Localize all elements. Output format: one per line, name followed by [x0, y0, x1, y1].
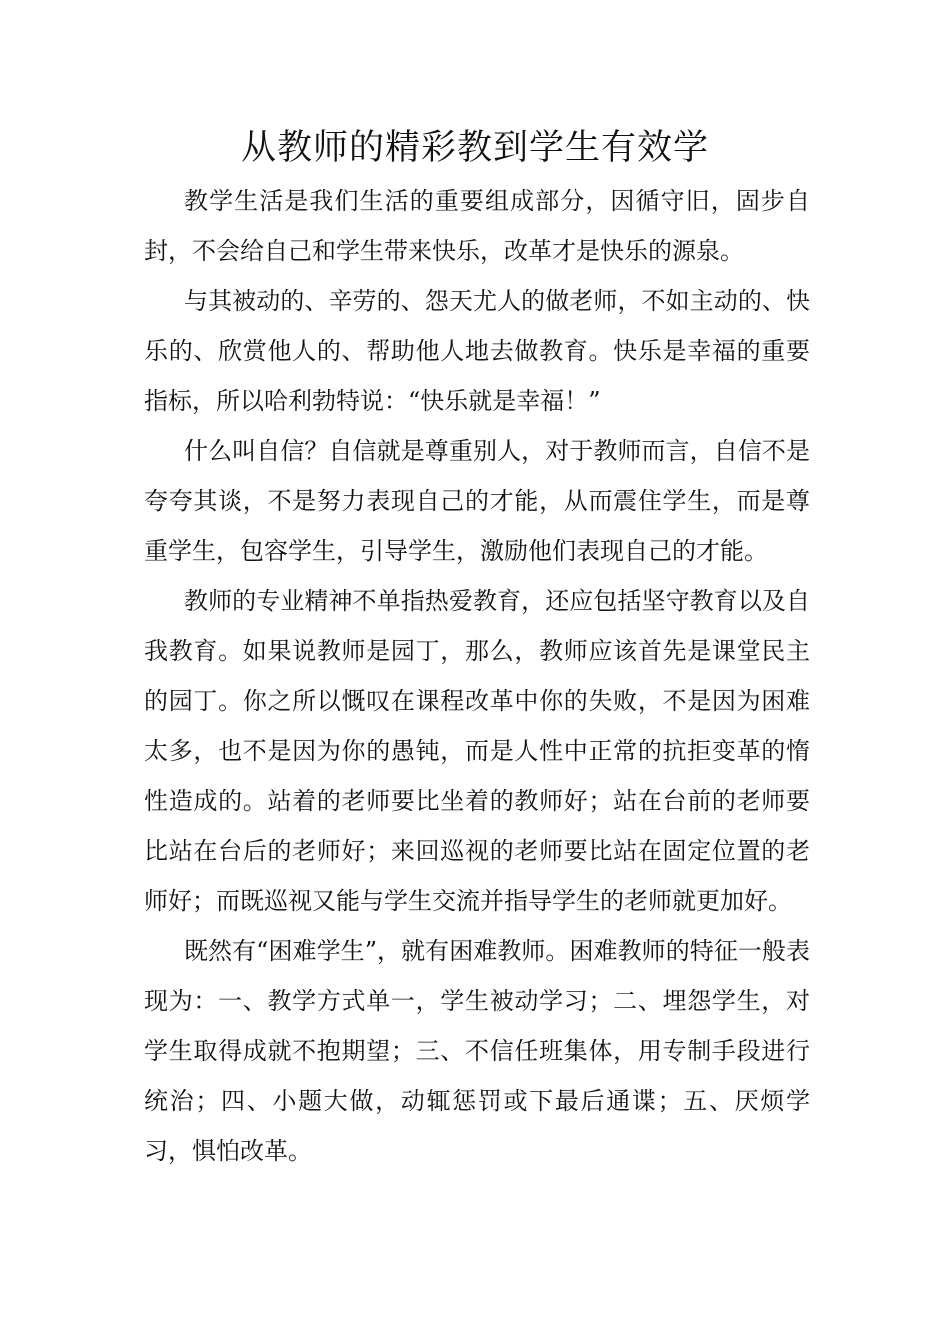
paragraph: 教学生活是我们生活的重要组成部分，因循守旧，固步自封，不会给自己和学生带来快乐，改革才是快乐的源泉。 [144, 187, 810, 265]
paragraph: 教师的专业精神不单指热爱教育，还应包括坚守教育以及自我教育。如果说教师是园丁，那么，教师应该首先是课堂民主的园丁。你之所以慨叹在课程改革中你的失败，不是因为困难太多，也不是因为你的愚钝，而是人性中正常的抗拒变革的惰性造成的。站着的老师要比坐着的教师好；站在台前的老师要比站在台后的老师好；来回巡视的老师要比站在固定位置的老师好；而既巡视又能与学生交流并指导学生的老师就更加好。 [144, 587, 810, 915]
document-title: 从教师的精彩教到学生有效学 [240, 128, 709, 168]
paragraph: 既然有“困难学生”，就有困难教师。困难教师的特征一般表现为：一、教学方式单一，学生被动学习；二、埋怨学生，对学生取得成就不抱期望；三、不信任班集体，用专制手段进行统治；四、小题大做，动辄惩罚或下最后通谍；五、厌烦学习，惧怕改革。 [144, 937, 810, 1165]
document-body [144, 176, 810, 1176]
paragraph: 与其被动的、辛劳的、怨天尤人的做老师，不如主动的、快乐的、欣赏他人的、帮助他人地去做教育。快乐是幸福的重要指标，所以哈利勃特说：“快乐就是幸福！” [144, 287, 810, 415]
paragraph: 什么叫自信？自信就是尊重别人，对于教师而言，自信不是夸夸其谈，不是努力表现自己的才能，从而震住学生，而是尊重学生，包容学生，引导学生，激励他们表现自己的才能。 [144, 437, 810, 565]
